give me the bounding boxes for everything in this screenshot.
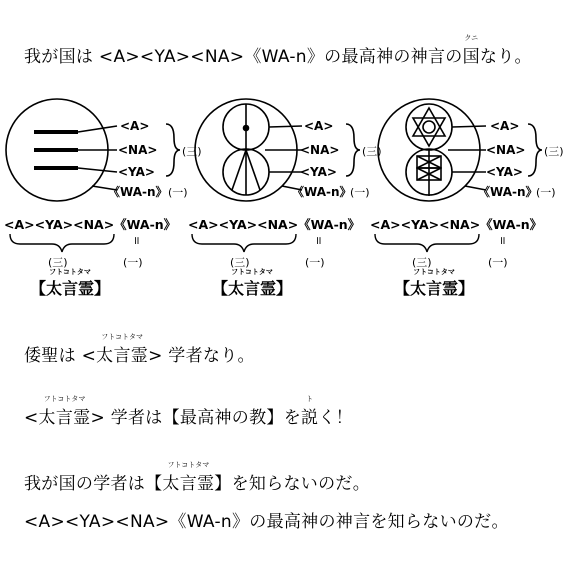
ruby-toku (301, 395, 319, 428)
d2-equals: ॥ (315, 234, 322, 247)
d2-label-ya: <YA> (300, 165, 337, 179)
d1-label-wan: 《WA-n》 (108, 185, 168, 199)
d1-caption-ruby-wrap (30, 268, 111, 299)
kanji-kuni: 国 (462, 47, 480, 67)
line2-word: 太言霊 (96, 346, 149, 366)
line-3 (24, 395, 353, 428)
d2-label-na: <NA> (300, 143, 340, 157)
underbraces (10, 234, 479, 252)
d3-equals: ॥ (499, 234, 506, 247)
ruby-futokotodama-4 (145, 461, 232, 494)
line3-kanji: 説 (301, 408, 319, 428)
line2-word-ruby: フトコトタマ (101, 333, 143, 341)
line3-word-ruby: フトコトタマ (43, 395, 86, 403)
line-5 (24, 507, 509, 532)
d1-equals: ॥ (133, 234, 140, 247)
line3-middle: > 学者は【最高神の教】を (90, 408, 302, 428)
line3-kanji-ruby: ト (306, 395, 314, 403)
line-4 (24, 461, 371, 494)
line4-word-ruby: フトコトタマ (167, 461, 210, 469)
d3-label-three: (三) (544, 145, 564, 158)
d2-label-one: (一) (350, 186, 370, 199)
d2-combined: <A><YA><NA>《WA-n》 (188, 217, 361, 232)
d1-under-one: (一) (123, 256, 143, 269)
d1-label-ya: <YA> (118, 165, 155, 179)
d3-under-one: (一) (488, 256, 508, 269)
ruby-futokotodama-2 (96, 333, 149, 366)
d2-under-three: (三) (230, 256, 250, 269)
d3-label-one: (一) (536, 186, 556, 199)
d2-label-a: <A> (304, 119, 334, 133)
d1-label-one: (一) (168, 186, 188, 199)
line-2 (24, 333, 255, 366)
d1-label-na: <NA> (118, 143, 158, 157)
line3-after: く！ (318, 408, 353, 428)
d1-label-a: <A> (120, 119, 150, 133)
d1-label-three: (三) (182, 145, 202, 158)
d2-caption-text: 【太言霊】 (212, 279, 293, 298)
d1-caption (30, 268, 111, 299)
line1-before: 我が国は <A><YA><NA>《WA-n》の最高神の神言の (24, 47, 463, 67)
d2-caption-ruby-wrap (212, 268, 293, 299)
d2-caption-ruby: フトコトタマ (231, 268, 273, 276)
ruby-text-kuni: クニ (464, 34, 479, 42)
line5-text: <A><YA><NA>《WA-n》の最高神の神言を知らないのだ。 (24, 512, 509, 532)
line4-after: を知らないのだ。 (231, 474, 371, 494)
line1-after: なり。 (479, 47, 532, 67)
line2-before: 倭聖は < (24, 346, 97, 366)
line4-word: 【太言霊】 (145, 474, 232, 494)
line3-before: < (24, 408, 39, 428)
d3-label-ya: <YA> (486, 165, 523, 179)
d3-label-a: <A> (490, 119, 520, 133)
d2-caption (212, 268, 293, 299)
ruby-futokotodama-3 (38, 395, 91, 428)
d2-under-one: (一) (305, 256, 325, 269)
d2-label-wan: 《WA-n》 (292, 185, 352, 199)
d3-label-na: <NA> (486, 143, 526, 157)
line3-word: 太言霊 (38, 408, 91, 428)
line4-before: 我が国の学者は (24, 474, 146, 494)
d2-label-three: (三) (362, 145, 382, 158)
d1-combined: <A><YA><NA>《WA-n》 (4, 217, 177, 232)
line2-after: > 学者なり。 (148, 346, 255, 366)
d3-under-three: (三) (412, 256, 432, 269)
d3-combined: <A><YA><NA>《WA-n》 (370, 217, 543, 232)
d1-under-three: (三) (48, 256, 68, 269)
d3-label-wan: 《WA-n》 (478, 185, 538, 199)
d3-caption-text: 【太言霊】 (394, 279, 475, 298)
d3-caption (394, 268, 475, 299)
d3-caption-ruby: フトコトタマ (413, 268, 455, 276)
d3-caption-ruby-wrap (394, 268, 475, 299)
d1-caption-ruby: フトコトタマ (49, 268, 91, 276)
d1-caption-text: 【太言霊】 (30, 279, 111, 298)
